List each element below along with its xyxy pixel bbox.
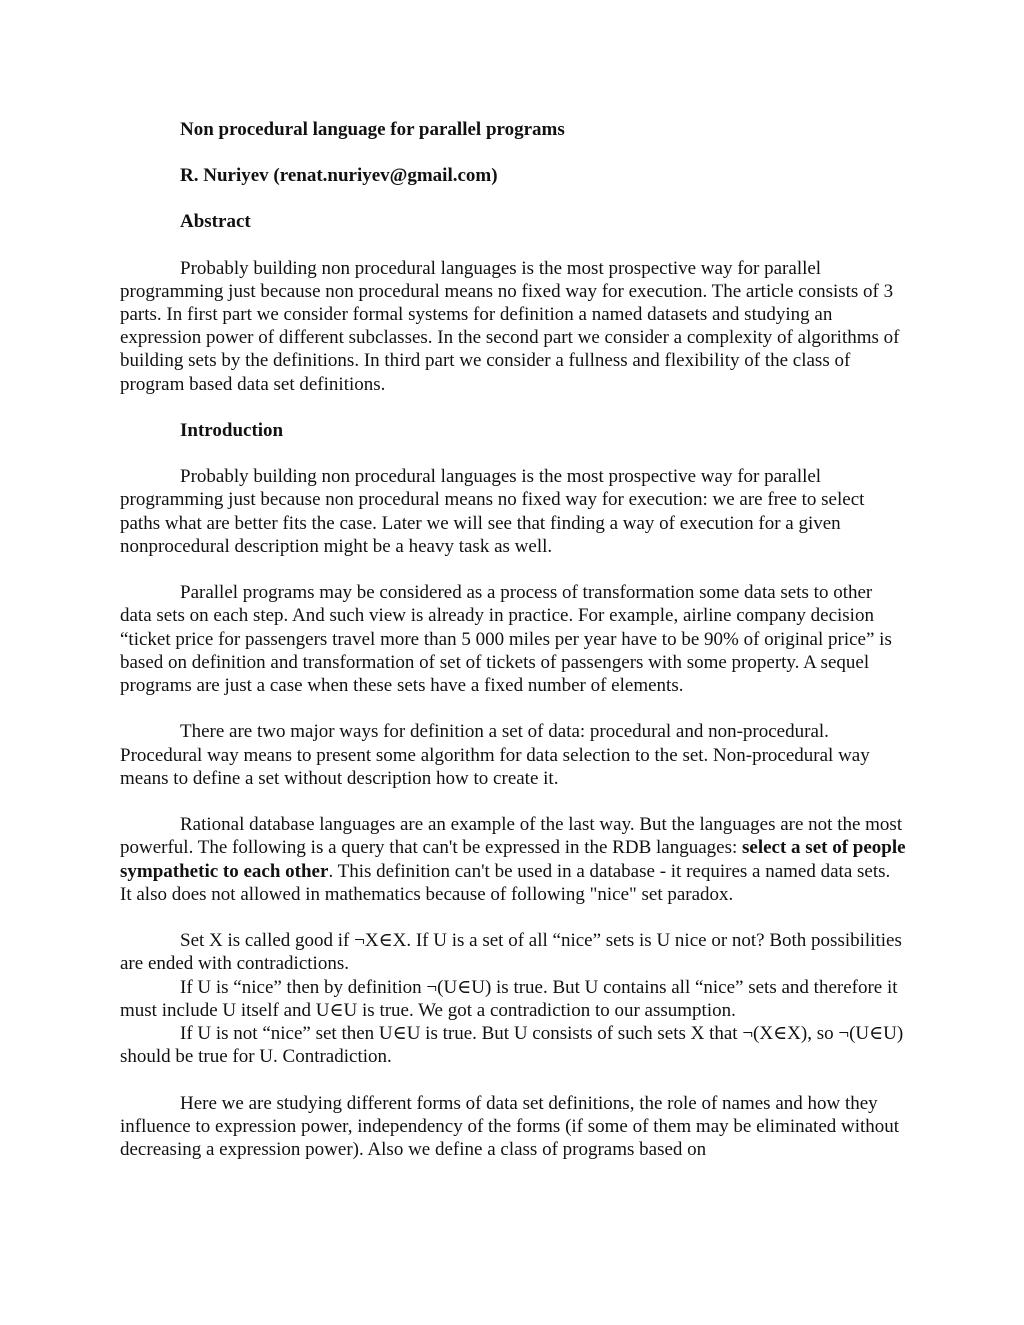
- paper-author: R. Nuriyev (renat.nuriyev@gmail.com): [180, 165, 498, 187]
- paradox-paragraph-2: If U is “nice” then by definition ¬(U∈U) is true. But U contains all “nice” sets and therefore it must include U itself and U∈U is true. We got a contradiction to our assumption.: [120, 976, 898, 1021]
- intro-p4-end: . This definition can't be used in a database - it requires a named data sets. It also does not allowed in mathematics because of following "nice" set paradox.: [120, 860, 891, 905]
- final-paragraph: Here we are studying different forms of data set definitions, the role of names and how they influence to expression power, independency of the forms (if some of them may be eliminated without decreasing a expression power). Also we define a class of programs based on: [120, 1092, 900, 1161]
- paper-title: Non procedural language for parallel programs: [180, 119, 565, 140]
- intro-paragraph-1: Probably building non procedural languages is the most prospective way for parallel programming just because non procedural means no fixed way for execution: we are free to select paths what are better fits the case. Later we will see that finding a way of execution for a given nonprocedural description might be a heavy task as well.: [120, 466, 865, 557]
- abstract-paragraph: Probably building non procedural languages is the most prospective way for parallel programming just because non procedural means no fixed way for execution. The article consists of 3 parts. In first part we consider formal systems for definition a named datasets and studying an expression power of different subclasses. In the second part we consider a complexity of algorithms of building sets by the definitions. In third part we consider a fullness and flexibility of the class of program based data set definitions.: [120, 257, 900, 395]
- document-page: [120, 118, 906, 1161]
- intro-paragraph-3: There are two major ways for definition a set of data: procedural and non-procedural. Procedural way means to present some algorithm for data selection to the set. Non-procedural way means to define a set without description how to create it.: [120, 721, 870, 789]
- intro-p4-start: Rational database languages are an example of the last way. But the languages are not the most powerful. The following is a query that can't be expressed in the RDB languages:: [120, 814, 903, 859]
- introduction-heading: Introduction: [180, 420, 284, 442]
- paradox-paragraph-3: If U is not “nice” set then U∈U is true. But U consists of such sets X that ¬(X∈X), so ¬(U∈U) should be true for U. Contradiction.: [120, 1023, 904, 1068]
- paradox-paragraph-1: Set X is called good if ¬X∈X. If U is a set of all “nice” sets is U nice or not? Both possibilities are ended with contradictions.: [120, 930, 902, 975]
- intro-paragraph-4: [120, 813, 906, 906]
- intro-paragraph-2: Parallel programs may be considered as a process of transformation some data sets to other data sets on each step. And such view is already in practice. For example, airline company decision “ticket price for passengers travel more than 5 000 miles per year have to be 90% of original price” is based on definition and transformation of set of tickets of passengers with some property. A sequel programs are just a case when these sets have a fixed number of elements.: [120, 582, 892, 697]
- intro-p4-bold-query: select a set of people sympathetic to each other: [120, 837, 906, 882]
- abstract-heading: Abstract: [180, 211, 251, 233]
